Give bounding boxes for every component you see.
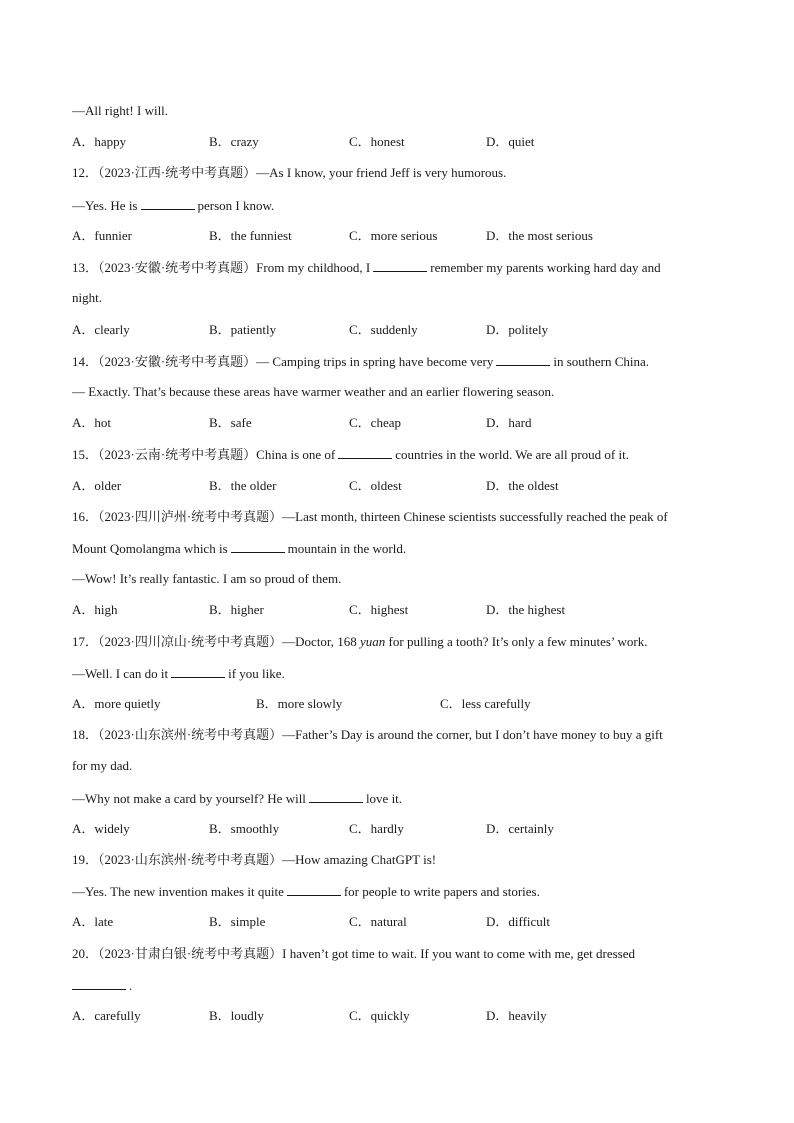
q13-option-b[interactable]: B．patiently	[209, 322, 277, 337]
q13-stem-pre: 13．（2023·安徽·统考中考真题）From my childhood, I	[72, 260, 371, 275]
q20-stem-end: .	[129, 978, 133, 993]
q17-line2-post: if you like.	[228, 666, 285, 681]
q13-option-d[interactable]: D．politely	[486, 322, 549, 337]
q13-option-c[interactable]: C．suddenly	[349, 322, 418, 337]
q19-stem: 19．（2023·山东滨州·统考中考真题）—How amazing ChatGPT is!	[72, 852, 437, 867]
q18-stem: 18．（2023·山东滨州·统考中考真题）—Father’s Day is around the corner, but I don’t have money to buy a gift	[72, 727, 663, 742]
q12-stem: 12．（2023·江西·统考中考真题）—As I know, your friend Jeff is very humorous.	[72, 165, 507, 180]
q16-line2-pre: Mount Qomolangma which is	[72, 541, 228, 556]
answer-blank[interactable]	[171, 665, 225, 678]
q11-option-a[interactable]: A．happy	[72, 134, 127, 149]
answer-blank[interactable]	[309, 790, 363, 803]
q11-option-c[interactable]: C．honest	[349, 134, 405, 149]
q19-line2-pre: —Yes. The new invention makes it quite	[72, 884, 284, 899]
q17-stem-post: for pulling a tooth? It’s only a few minutes’ work.	[385, 634, 648, 649]
q12-line2-pre: —Yes. He is	[72, 198, 138, 213]
q18-option-a[interactable]: A．widely	[72, 821, 130, 836]
q19-line2-post: for people to write papers and stories.	[343, 884, 540, 899]
q15-option-a[interactable]: A．older	[72, 478, 122, 493]
q17-option-b[interactable]: B．more slowly	[256, 696, 343, 711]
q16-option-a[interactable]: A．high	[72, 602, 118, 617]
q16-line2	[72, 540, 406, 557]
q11-option-d[interactable]: D．quiet	[486, 134, 535, 149]
q20-stem: 20．（2023·甘肃白银·统考中考真题）I haven’t got time to wait. If you want to come with me, get dressed	[72, 946, 635, 961]
q15-stem-post: countries in the world. We are all proud of it.	[395, 447, 629, 462]
q17-option-c[interactable]: C．less carefully	[440, 696, 531, 711]
q17-stem-pre: 17．（2023·四川凉山·统考中考真题）—Doctor, 168	[72, 634, 360, 649]
q15-stem-pre: 15．（2023·云南·统考中考真题）China is one of	[72, 447, 336, 462]
q17-stem-italic: yuan	[360, 634, 386, 649]
q20-option-d[interactable]: D．heavily	[486, 1008, 547, 1023]
q20-option-c[interactable]: C．quickly	[349, 1008, 410, 1023]
q19-line2	[72, 883, 540, 900]
q12-option-d[interactable]: D．the most serious	[486, 228, 593, 243]
q20-option-b[interactable]: B．loudly	[209, 1008, 264, 1023]
q13-stem	[72, 259, 661, 276]
q16-option-b[interactable]: B．higher	[209, 602, 264, 617]
q12-line2-post: person I know.	[197, 198, 275, 213]
q17-line2-pre: —Well. I can do it	[72, 666, 169, 681]
q12-option-c[interactable]: C．more serious	[349, 228, 438, 243]
q13-option-a[interactable]: A．clearly	[72, 322, 130, 337]
q17-option-a[interactable]: A．more quietly	[72, 696, 161, 711]
q12-line2	[72, 197, 274, 214]
q16-line2-post: mountain in the world.	[287, 541, 407, 556]
q18-line2-post: love it.	[365, 791, 403, 806]
q18-option-d[interactable]: D．certainly	[486, 821, 554, 836]
q13-stem-cont: night.	[72, 290, 102, 305]
q18-option-c[interactable]: C．hardly	[349, 821, 404, 836]
q16-option-d[interactable]: D．the highest	[486, 602, 566, 617]
answer-blank[interactable]	[141, 197, 195, 210]
q19-option-a[interactable]: A．late	[72, 914, 114, 929]
q15-stem	[72, 446, 629, 463]
q14-stem	[72, 353, 649, 370]
q18-stem-cont: for my dad.	[72, 758, 133, 773]
q16-stem: 16．（2023·四川泸州·统考中考真题）—Last month, thirteen Chinese scientists successfully reached the peak of	[72, 509, 668, 524]
q15-option-b[interactable]: B．the older	[209, 478, 277, 493]
q14-line2: — Exactly. That’s because these areas have warmer weather and an earlier flowering season.	[72, 384, 555, 399]
q14-stem-pre: 14．（2023·安徽·统考中考真题）— Camping trips in spring have become very	[72, 354, 494, 369]
q20-option-a[interactable]: A．carefully	[72, 1008, 141, 1023]
q18-line2	[72, 790, 402, 807]
answer-blank[interactable]	[231, 540, 285, 553]
answer-blank[interactable]	[496, 353, 550, 366]
answer-blank[interactable]	[338, 446, 392, 459]
answer-blank[interactable]	[373, 259, 427, 272]
q18-option-b[interactable]: B．smoothly	[209, 821, 280, 836]
q14-option-c[interactable]: C．cheap	[349, 415, 401, 430]
q14-option-b[interactable]: B．safe	[209, 415, 252, 430]
q12-option-b[interactable]: B．the funniest	[209, 228, 292, 243]
q20-stem-cont	[72, 977, 132, 994]
q11-answer-line: —All right! I will.	[72, 103, 169, 118]
q17-stem	[72, 634, 648, 650]
q19-option-c[interactable]: C．natural	[349, 914, 407, 929]
answer-blank[interactable]	[72, 977, 126, 990]
q17-line2	[72, 665, 285, 682]
q12-option-a[interactable]: A．funnier	[72, 228, 132, 243]
q15-option-d[interactable]: D．the oldest	[486, 478, 559, 493]
q14-stem-post: in southern China.	[553, 354, 650, 369]
q13-stem-post: remember my parents working hard day and	[430, 260, 661, 275]
q14-option-d[interactable]: D．hard	[486, 415, 532, 430]
q15-option-c[interactable]: C．oldest	[349, 478, 402, 493]
q16-line3: —Wow! It’s really fantastic. I am so proud of them.	[72, 571, 342, 586]
q19-option-d[interactable]: D．difficult	[486, 914, 551, 929]
q19-option-b[interactable]: B．simple	[209, 914, 266, 929]
q11-option-b[interactable]: B．crazy	[209, 134, 259, 149]
answer-blank[interactable]	[287, 883, 341, 896]
q18-line2-pre: —Why not make a card by yourself? He will	[72, 791, 306, 806]
q14-option-a[interactable]: A．hot	[72, 415, 112, 430]
q16-option-c[interactable]: C．highest	[349, 602, 409, 617]
